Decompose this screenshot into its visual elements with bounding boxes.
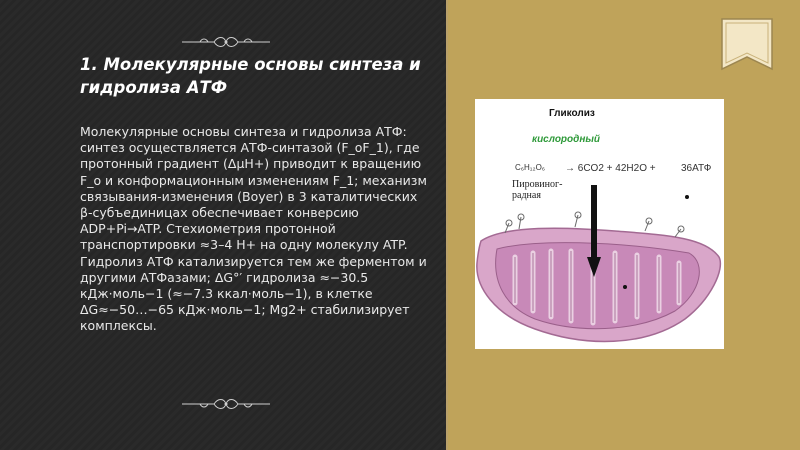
ornament-bottom-icon [180, 396, 272, 412]
figure-dot [623, 285, 627, 289]
slide-body-text: Молекулярные основы синтеза и гидролиза АТФ: синтез осуществляется АТФ-синтазой (F_oF_1), где протонный градиент (ΔμH+) приводит к вращению F_o и конформационным изменениям F_1; механизм связывания-изменения (Boyer) в 3 каталитических β-субъединицах обеспечивает конверсию ADP+Pi→ATP. Стехиометрия протонной транспортировки ≈3–4 H+ на одну молекулу ATP. Гидролиз АТФ катализируется тем же ферментом и другими АТФазами; ΔG°′ гидролиза ≈−30.5 кДж·моль−1 (≈−7.3 ккал·моль−1), в клетке ΔG≈−50…−65 кДж·моль−1; Mg2+ стабилизирует комплексы. [80, 124, 427, 334]
figure-title: Гликолиз [549, 108, 595, 119]
bookmark-icon [718, 17, 776, 73]
figure-pyruvate-label: Пировиног-радная [512, 179, 563, 201]
down-arrow-icon [587, 185, 601, 277]
mitochondria-figure [475, 99, 724, 349]
panel-divider [446, 0, 448, 450]
figure-equation: → 6CO2 + 42H2O + [565, 163, 656, 174]
figure-oxygen-label: кислородный [532, 134, 601, 145]
slide-title: 1. Молекулярные основы синтеза и гидролиза АТФ [80, 55, 421, 97]
ornament-top-icon [180, 34, 272, 50]
figure-glucose-formula: C₆H₁₂O₆ [515, 163, 546, 172]
figure-atp-label: 36АТФ [681, 163, 712, 174]
figure-dot [685, 195, 689, 199]
